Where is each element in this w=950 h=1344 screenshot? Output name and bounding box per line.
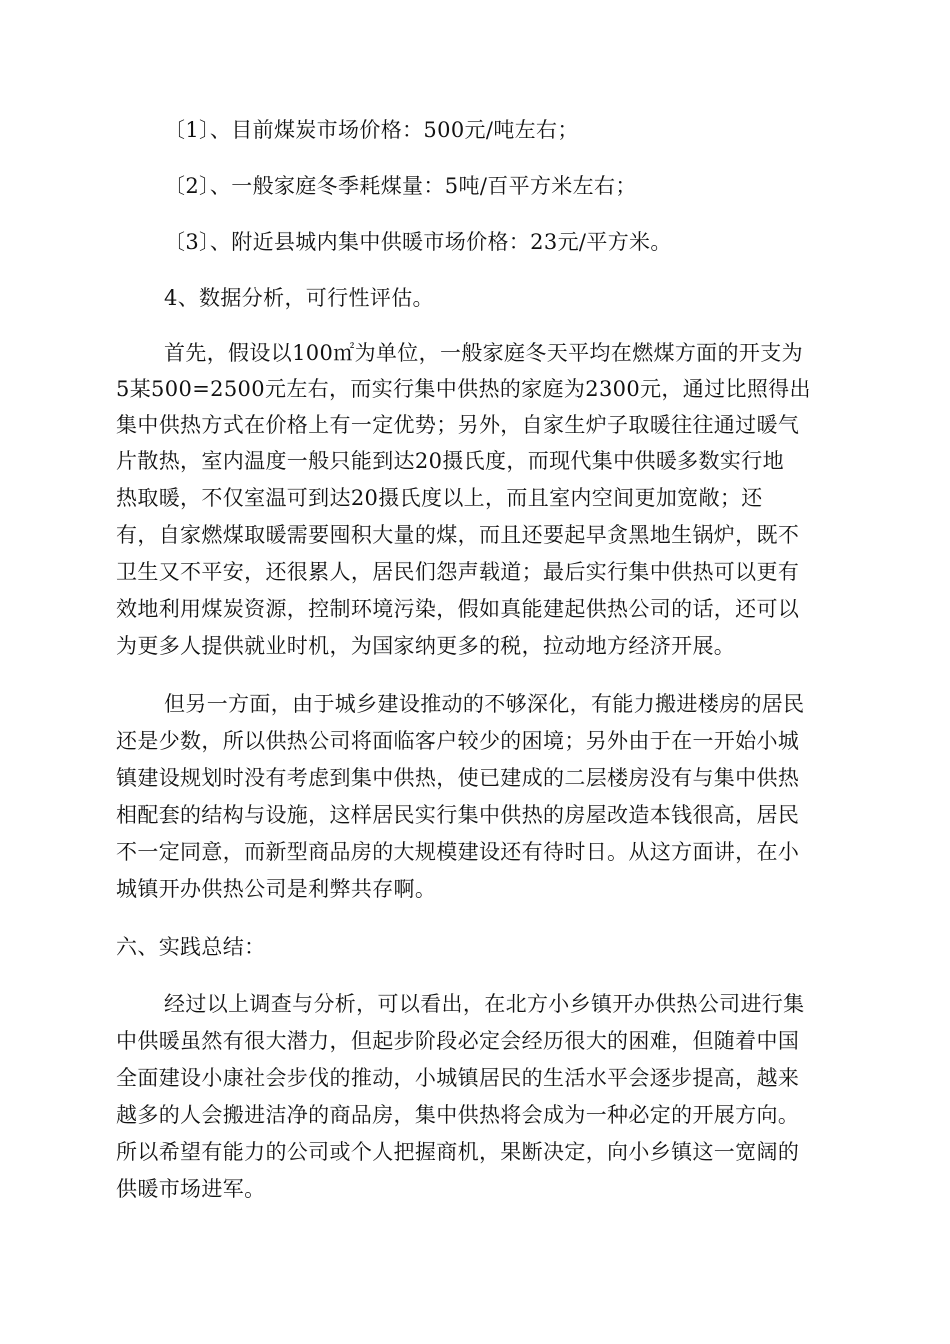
paragraph-line: 镇建设规划时没有考虑到集中供热，使已建成的二层楼房没有与集中供热 [116, 766, 800, 790]
paragraph-line: 还是少数，所以供热公司将面临客户较少的困境；另外由于在一开始小城 [116, 729, 800, 753]
paragraph-line: 片散热，室内温度一般只能到达20摄氏度，而现代集中供暖多数实行地 [116, 449, 784, 473]
paragraph-line: 相配套的结构与设施，这样居民实行集中供热的房屋改造本钱很高，居民 [116, 803, 800, 827]
paragraph-line: 但另一方面，由于城乡建设推动的不够深化，有能力搬进楼房的居民 [164, 692, 805, 716]
price-item-coal: 〔1〕、目前煤炭市场价格：500元/吨左右； [164, 118, 579, 142]
paragraph-line: 经过以上调查与分析，可以看出，在北方小乡镇开办供热公司进行集 [164, 992, 805, 1016]
paragraph-line: 卫生又不平安，还很累人，居民们怨声载道；最后实行集中供热可以更有 [116, 560, 800, 584]
price-item-heating: 〔3〕、附近县城内集中供暖市场价格：23元/平方米。 [164, 230, 672, 254]
paragraph-line: 供暖市场进军。 [116, 1177, 266, 1201]
paragraph-line: 为更多人提供就业时机，为国家纳更多的税，拉动地方经济开展。 [116, 634, 736, 658]
price-item-consumption: 〔2〕、一般家庭冬季耗煤量：5吨/百平方米左右； [164, 174, 637, 198]
section6-heading: 六、实践总结： [116, 935, 266, 959]
paragraph-line: 集中供热方式在价格上有一定优势；另外，自家生炉子取暖往往通过暖气 [116, 413, 800, 437]
paragraph-line: 不一定同意，而新型商品房的大规模建设还有待时日。从这方面讲，在小 [116, 840, 800, 864]
paragraph-line: 所以希望有能力的公司或个人把握商机，果断决定，向小乡镇这一宽阔的 [116, 1140, 800, 1164]
paragraph-line: 城镇开办供热公司是利弊共存啊。 [116, 877, 437, 901]
step4-heading: 4、数据分析，可行性评估。 [164, 286, 434, 310]
paragraph-line: 越多的人会搬进洁净的商品房，集中供热将会成为一种必定的开展方向。 [116, 1103, 800, 1127]
paragraph-line: 热取暖，不仅室温可到达20摄氏度以上，而且室内空间更加宽敞；还 [116, 486, 763, 510]
paragraph-line: 5某500=2500元左右，而实行集中供热的家庭为2300元，通过比照得出 [116, 377, 811, 401]
paragraph-line: 效地利用煤炭资源，控制环境污染，假如真能建起供热公司的话，还可以 [116, 597, 800, 621]
paragraph-line: 全面建设小康社会步伐的推动，小城镇居民的生活水平会逐步提高，越来 [116, 1066, 800, 1090]
paragraph-line: 有，自家燃煤取暖需要囤积大量的煤，而且还要起早贪黑地生锅炉，既不 [116, 523, 800, 547]
paragraph-line: 首先，假设以100㎡为单位，一般家庭冬天平均在燃煤方面的开支为 [164, 341, 803, 365]
paragraph-line: 中供暖虽然有很大潜力，但起步阶段必定会经历很大的困难，但随着中国 [116, 1029, 800, 1053]
